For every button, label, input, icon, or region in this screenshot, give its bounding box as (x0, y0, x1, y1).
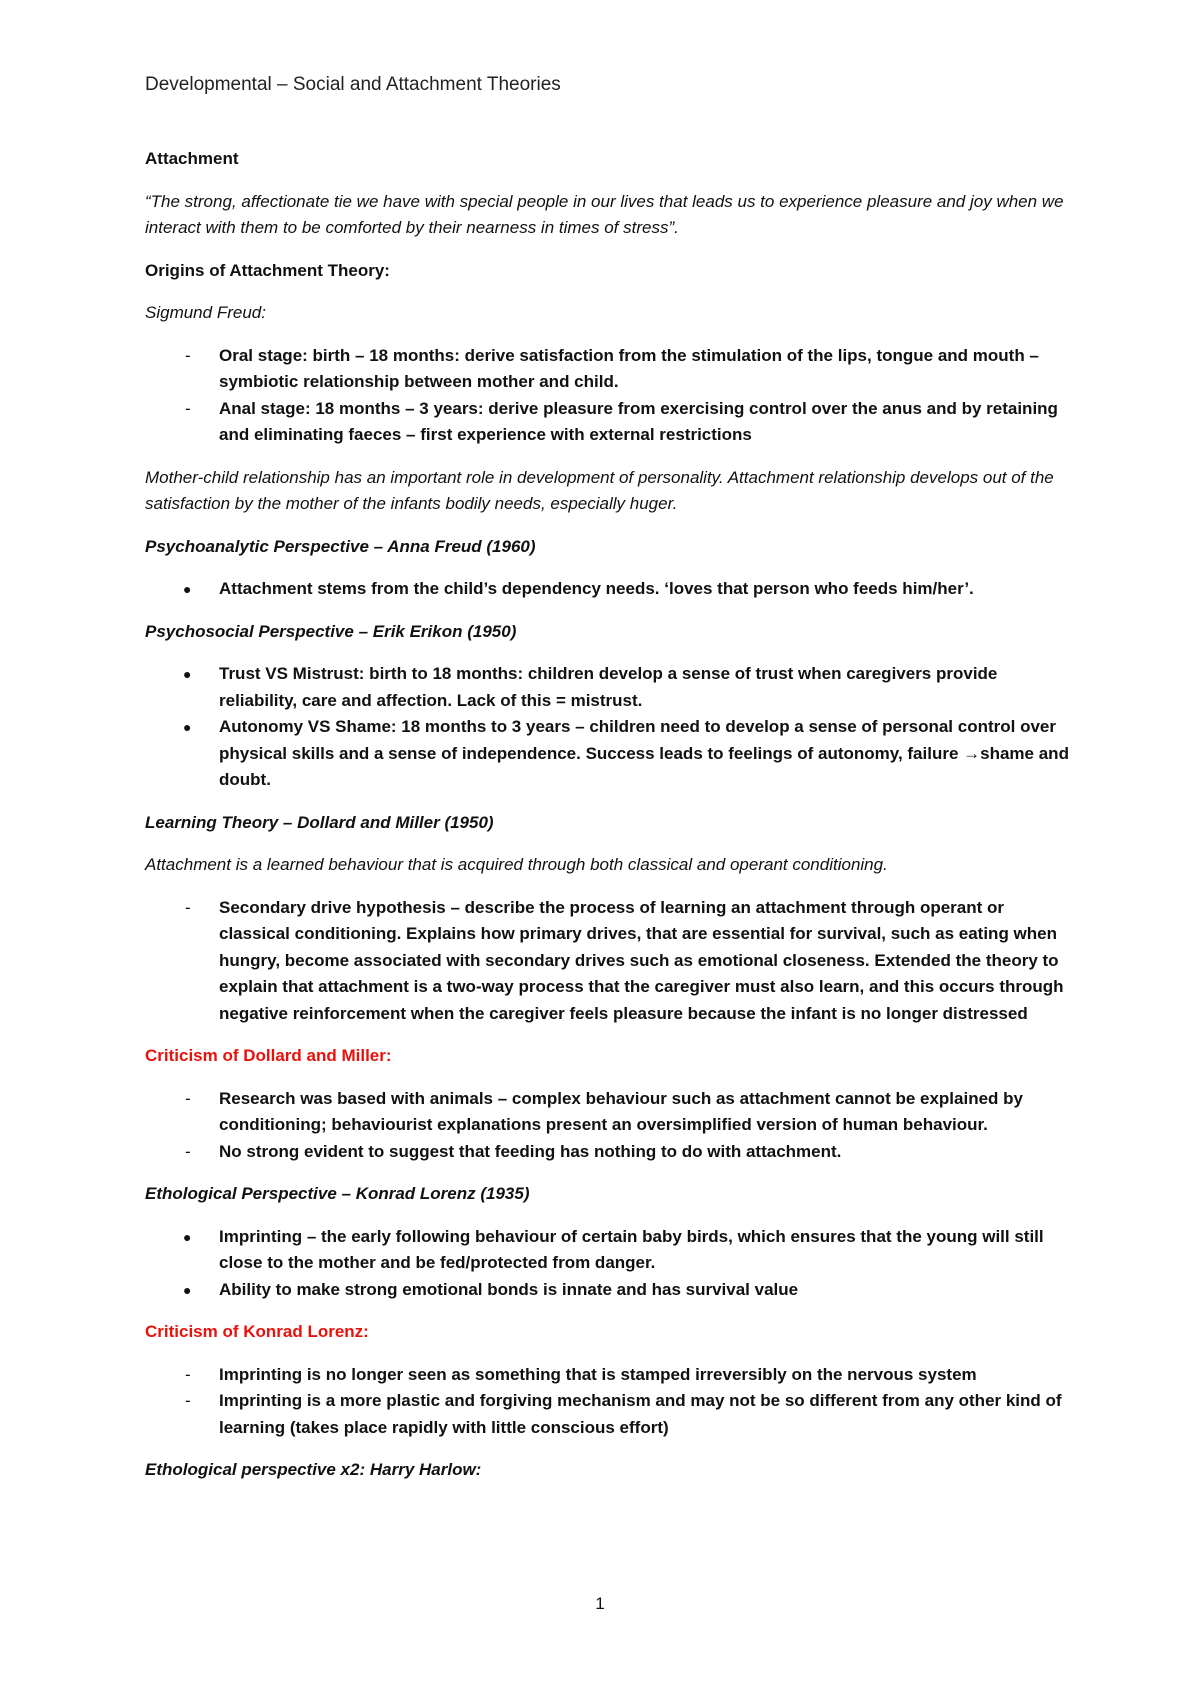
list-item-text: Attachment stems from the child’s dependency needs. ‘loves that person who feeds him/her’. (219, 579, 974, 598)
dollard-miller-criticism-list (145, 1086, 1075, 1166)
bullet-marker: ● (183, 581, 192, 597)
bullet-marker: ● (183, 719, 192, 735)
subheading-harlow: Ethological perspective x2: Harry Harlow: (145, 1460, 482, 1479)
list-item (145, 1086, 1075, 1139)
criticism-heading-lorenz: Criticism of Konrad Lorenz: (145, 1322, 369, 1341)
list-item (145, 1139, 1075, 1166)
list-item-text: Research was based with animals – complex behaviour such as attachment cannot be explained by conditioning; behaviourist explanations present an oversimplified version of human behaviour. (219, 1088, 1023, 1134)
anna-freud-list (145, 576, 1075, 603)
list-item-text: Imprinting – the early following behaviour of certain baby birds, which ensures that the young will still close to the mother and be fed/protected from danger. (219, 1226, 1044, 1272)
subheading-learning-theory: Learning Theory – Dollard and Miller (1950) (145, 812, 494, 832)
erikson-list (145, 661, 1075, 794)
list-item (145, 1388, 1075, 1441)
page-header: Developmental – Social and Attachment Theories (145, 74, 561, 95)
subheading-sigmund-freud: Sigmund Freud: (145, 303, 266, 322)
dash-marker: - (185, 1364, 191, 1384)
dash-marker: - (185, 1391, 191, 1410)
dash-marker: - (185, 398, 191, 418)
bullet-marker: ● (183, 1281, 192, 1298)
dash-marker: - (185, 345, 191, 365)
lorenz-criticism-list (145, 1362, 1075, 1442)
list-item-text: Imprinting is no longer seen as something that is stamped irreversibly on the nervous system (219, 1364, 977, 1384)
lorenz-list (145, 1224, 1075, 1304)
list-item-text: Oral stage: birth – 18 months: derive satisfaction from the stimulation of the lips, tongue and mouth – symbiotic relationship between mother and child. (219, 345, 1039, 391)
list-item-text: Imprinting is a more plastic and forgiving mechanism and may not be so different from any other kind of learning (takes place rapidly with little conscious effort) (219, 1391, 1062, 1437)
learning-theory-list (145, 895, 1075, 1028)
section-heading-attachment: Attachment (145, 149, 239, 168)
dash-marker: - (185, 897, 191, 917)
list-item (145, 1277, 1075, 1304)
dash-marker: - (185, 1141, 191, 1161)
list-item-text: Anal stage: 18 months – 3 years: derive pleasure from exercising control over the anus and by retaining and eliminating faeces – first experience with external restrictions (219, 398, 1058, 444)
list-item-text: Secondary drive hypothesis – describe the process of learning an attachment through operant or classical conditioning. Explains how primary drives, that are essential for survival, such as eating when hungry, become associated with secondary drives such as emotional closeness. Extended the theory to explain that attachment is a two-way process that the caregiver must also learn, and this occurs through negative reinforcement when the caregiver feels pleasure because the infant is no longer distressed (219, 897, 1064, 1023)
list-item-text: Ability to make strong emotional bonds is innate and has survival value (219, 1279, 799, 1299)
list-item (145, 895, 1075, 1028)
criticism-heading-dollard-miller: Criticism of Dollard and Miller: (145, 1046, 392, 1065)
list-item-text: Trust VS Mistrust: birth to 18 months: children develop a sense of trust when caregivers provide reliability, care and affection. Lack of this = mistrust. (219, 664, 998, 710)
page-number: 1 (595, 1594, 605, 1613)
list-item-text: No strong evident to suggest that feeding has nothing to do with attachment. (219, 1141, 842, 1161)
bullet-marker: ● (183, 666, 192, 682)
dash-marker: - (185, 1088, 191, 1108)
list-item (145, 714, 1075, 794)
subheading-anna-freud: Psychoanalytic Perspective – Anna Freud (1960) (145, 536, 536, 556)
bullet-marker: ● (183, 1228, 192, 1245)
freud-stages-list (145, 343, 1075, 449)
list-item (145, 396, 1075, 449)
list-item (145, 343, 1075, 396)
list-item (145, 661, 1075, 714)
learning-theory-note: Attachment is a learned behaviour that is acquired through both classical and operant conditioning. (145, 855, 888, 874)
list-item (145, 1362, 1075, 1389)
list-item (145, 1224, 1075, 1277)
list-item (145, 576, 1075, 603)
freud-note: Mother-child relationship has an important role in development of personality. Attachment relationship develops out of the satisfaction by the mother of the infants bodily needs, especially huger. (145, 467, 1054, 513)
list-item-text: Autonomy VS Shame: 18 months to 3 years – children need to develop a sense of personal control over physical skills and a sense of independence. Success leads to feelings of autonomy, failure →shame and doubt. (219, 717, 1069, 789)
document-body (145, 146, 1075, 1500)
attachment-definition-quote: “The strong, affectionate tie we have with special people in our lives that leads us to experience pleasure and joy when we interact with them to be comforted by their nearness in times of stress”. (145, 191, 1064, 237)
subheading-erikson: Psychosocial Perspective – Erik Erikon (1950) (145, 621, 517, 641)
subheading-lorenz: Ethological Perspective – Konrad Lorenz (1935) (145, 1184, 530, 1203)
section-heading-origins: Origins of Attachment Theory: (145, 260, 390, 280)
